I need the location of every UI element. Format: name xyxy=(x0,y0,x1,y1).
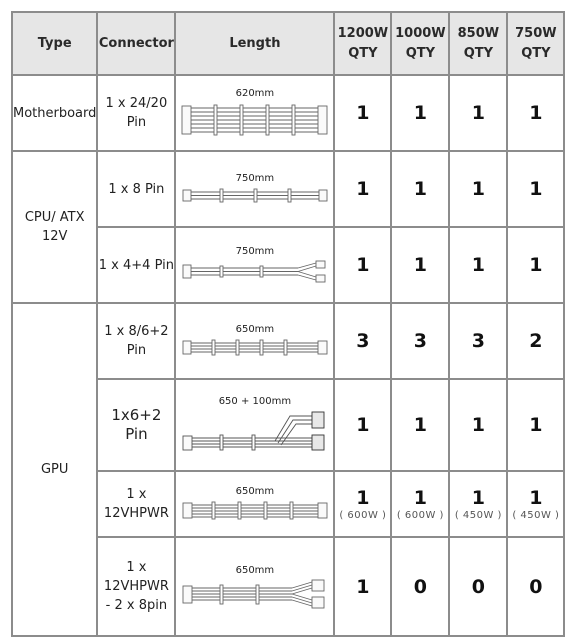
qty-value: 1 xyxy=(356,487,370,509)
connector-cell xyxy=(97,151,175,227)
qty-1000w: 1 xyxy=(391,227,449,303)
qty-value: 1 xyxy=(413,487,427,509)
length-label: 620mm xyxy=(235,88,275,99)
length-cell xyxy=(175,151,334,227)
connector-line: 1 x 8 Pin xyxy=(108,181,165,197)
qty-850w: 1 xyxy=(449,151,507,227)
length-cell xyxy=(175,227,334,303)
length-label: 650mm xyxy=(235,564,275,576)
qty-1000w: 1 xyxy=(391,75,449,151)
qty-750w: 1 xyxy=(507,151,564,227)
connector-line: Pin xyxy=(126,343,147,358)
group-cpu xyxy=(12,151,97,303)
length-label: 650 + 100mm xyxy=(218,396,292,407)
12vhpwr-to-dual-8pin-cable-icon xyxy=(176,579,333,609)
qty-1000w: 3 xyxy=(391,303,449,379)
connector-line: Pin xyxy=(125,425,148,443)
qty-850w: 3 xyxy=(449,303,507,379)
header-1000w xyxy=(391,12,449,75)
header-type: Type xyxy=(12,12,97,75)
connector-cell xyxy=(97,537,175,636)
qty-1000w xyxy=(391,471,449,537)
length-label: 750mm xyxy=(235,246,275,257)
header-750w-qty: QTY xyxy=(521,45,551,61)
qty-850w: 1 xyxy=(449,227,507,303)
length-label: 650mm xyxy=(235,486,275,497)
wattage-note: ( 600W ) xyxy=(339,510,387,521)
header-1200w-qty: QTY xyxy=(348,45,378,61)
qty-1000w: 0 xyxy=(391,537,449,636)
qty-1200w: 1 xyxy=(334,75,391,151)
header-850w xyxy=(449,12,507,75)
qty-1200w: 1 xyxy=(334,227,391,303)
qty-850w: 1 xyxy=(449,75,507,151)
header-1200w xyxy=(334,12,391,75)
qty-1200w xyxy=(334,471,391,537)
length-label: 650mm xyxy=(235,324,275,335)
qty-750w xyxy=(507,471,564,537)
header-1000w-qty: QTY xyxy=(405,45,436,61)
connector-line: - 2 x 8pin xyxy=(105,598,168,613)
qty-value: 1 xyxy=(529,487,543,509)
qty-750w: 1 xyxy=(507,379,564,471)
header-row xyxy=(12,12,564,75)
header-length: Length xyxy=(175,12,334,75)
qty-1000w: 1 xyxy=(391,379,449,471)
header-connector: Connector xyxy=(97,12,175,75)
qty-1200w: 3 xyxy=(334,303,391,379)
qty-value: 1 xyxy=(471,487,485,509)
connector-cell xyxy=(97,303,175,379)
group-cpu-line: CPU/ ATX xyxy=(24,210,85,225)
qty-750w: 1 xyxy=(507,227,564,303)
group-gpu: GPU xyxy=(12,303,97,636)
connector-cell xyxy=(97,75,175,151)
qty-750w: 1 xyxy=(507,75,564,151)
qty-1200w: 1 xyxy=(334,151,391,227)
connector-line: 1 x xyxy=(126,560,147,575)
qty-850w: 0 xyxy=(449,537,507,636)
length-cell xyxy=(175,471,334,537)
connector-cell xyxy=(97,471,175,537)
connector-line: 1x6+2 xyxy=(111,406,162,424)
qty-750w: 0 xyxy=(507,537,564,636)
wattage-note: ( 450W ) xyxy=(512,510,560,521)
connector-line: 1 x 8/6+2 xyxy=(104,324,169,339)
qty-850w: 1 xyxy=(449,379,507,471)
table-row xyxy=(12,151,564,227)
qty-1200w: 1 xyxy=(334,537,391,636)
connector-cell xyxy=(97,379,175,471)
connector-line: 1 x xyxy=(126,487,147,502)
header-750w-watt: 750W xyxy=(515,25,557,41)
pcie-8pin-cable-icon xyxy=(176,338,333,358)
table-row xyxy=(12,75,564,151)
connector-line: 12VHPWR xyxy=(103,506,169,521)
table-row xyxy=(12,303,564,379)
connector-line: 1 x 24/20 xyxy=(105,96,168,111)
12vhpwr-cable-icon xyxy=(176,500,333,522)
header-850w-qty: QTY xyxy=(463,45,494,61)
qty-1000w: 1 xyxy=(391,151,449,227)
group-cpu-line: 12V xyxy=(41,229,68,244)
length-cell xyxy=(175,75,334,151)
atx-24pin-cable-icon xyxy=(176,102,333,138)
qty-850w xyxy=(449,471,507,537)
connector-line: 1 x 4+4 Pin xyxy=(98,257,174,273)
header-850w-watt: 850W xyxy=(457,25,500,41)
header-1000w-watt: 1000W xyxy=(395,25,446,41)
header-750w xyxy=(507,12,564,75)
wattage-note: ( 600W ) xyxy=(396,510,444,521)
wattage-note: ( 450W ) xyxy=(454,510,502,521)
length-cell xyxy=(175,379,334,471)
eps-8pin-cable-icon xyxy=(176,187,333,205)
group-motherboard: Motherboard xyxy=(12,75,97,151)
length-label: 750mm xyxy=(235,173,275,184)
cable-spec-table xyxy=(11,11,565,637)
header-1200w-watt: 1200W xyxy=(337,25,389,41)
connector-cell xyxy=(97,227,175,303)
pcie-split-cable-icon xyxy=(176,410,333,454)
qty-750w: 2 xyxy=(507,303,564,379)
qty-1200w: 1 xyxy=(334,379,391,471)
eps-4plus4-split-cable-icon xyxy=(176,260,333,284)
length-cell xyxy=(175,303,334,379)
length-cell xyxy=(175,537,334,636)
connector-line: 12VHPWR xyxy=(103,579,169,594)
connector-line: Pin xyxy=(126,115,147,130)
